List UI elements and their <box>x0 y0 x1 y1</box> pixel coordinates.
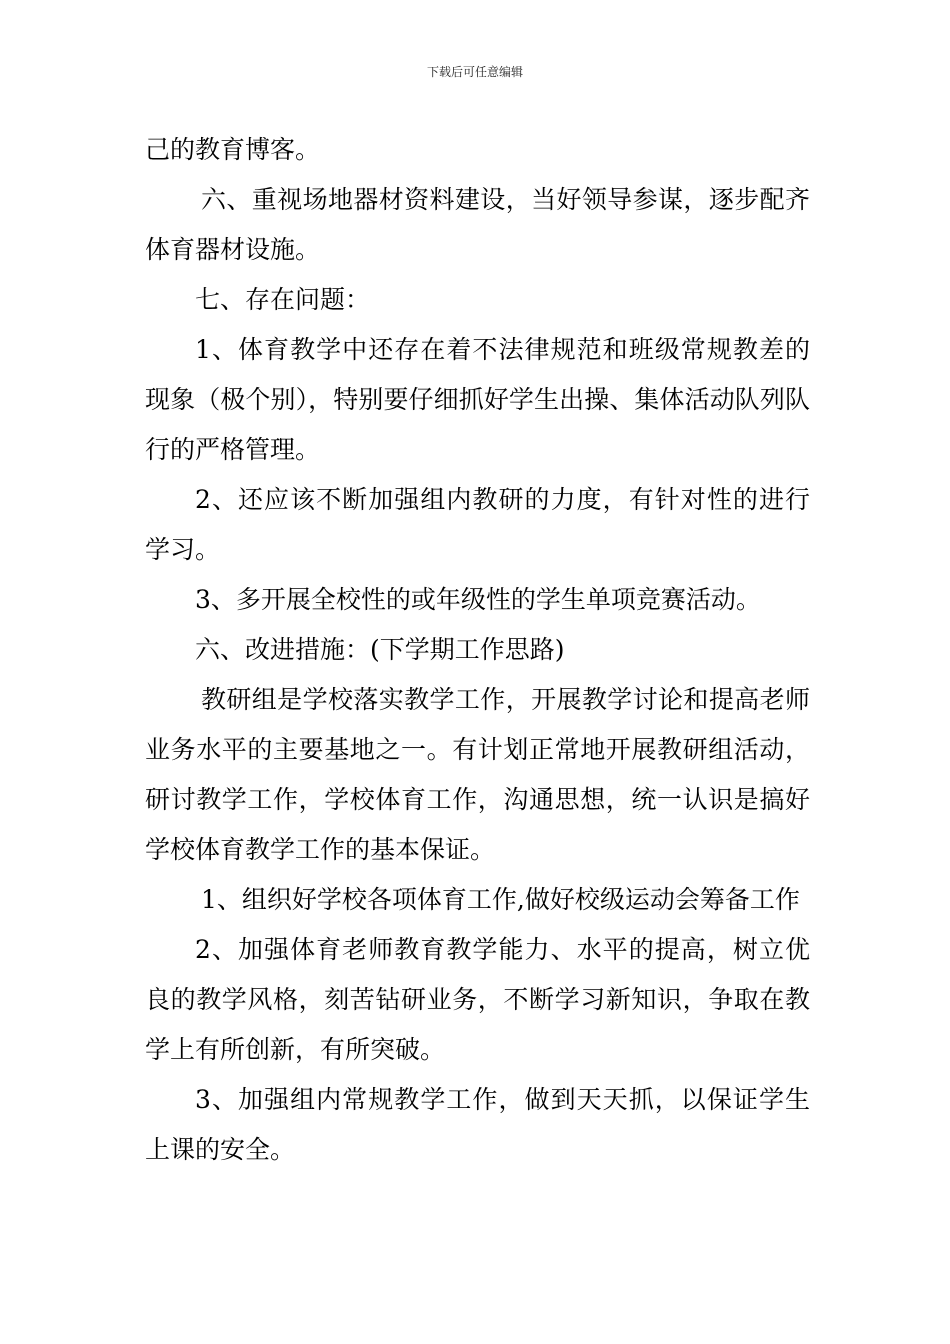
paragraph-problem-1: 1、体育教学中还存在着不法律规范和班级常规教差的现象（极个别），特别要仔细抓好学生出操、集体活动队列队行的严格管理。 <box>145 335 810 464</box>
paragraph-improvement-intro: 教研组是学校落实教学工作，开展教学讨论和提高老师业务水平的主要基地之一。有计划正常地开展教研组活动，研讨教学工作，学校体育工作，沟通思想，统一认识是搞好学校体育教学工作的基本保证。 <box>145 685 810 864</box>
paragraph-improvement-heading: 六、改进措施：(下学期工作思路) <box>195 635 565 664</box>
paragraph-measure-1: 1、组织好学校各项体育工作,做好校级运动会筹备工作 <box>201 885 800 914</box>
paragraph-continuation: 己的教育博客。 <box>145 135 321 164</box>
paragraph-measure-2: 2、加强体育老师教育教学能力、水平的提高，树立优良的教学风格，刻苦钻研业务，不断学习新知识，争取在教学上有所创新，有所突破。 <box>145 935 810 1064</box>
page-header: 下载后可任意编辑 <box>426 65 523 79</box>
paragraph-section-six-equipment: 六、重视场地器材资料建设，当好领导参谋，逐步配齐体育器材设施。 <box>145 185 810 264</box>
document-body <box>145 125 810 1175</box>
paragraph-measure-3: 3、加强组内常规教学工作，做到天天抓，以保证学生上课的安全。 <box>145 1085 810 1164</box>
paragraph-section-seven-heading: 七、存在问题： <box>195 285 371 314</box>
paragraph-problem-2: 2、还应该不断加强组内教研的力度，有针对性的进行学习。 <box>145 485 810 564</box>
paragraph-problem-3: 3、多开展全校性的或年级性的学生单项竞赛活动。 <box>195 585 761 614</box>
